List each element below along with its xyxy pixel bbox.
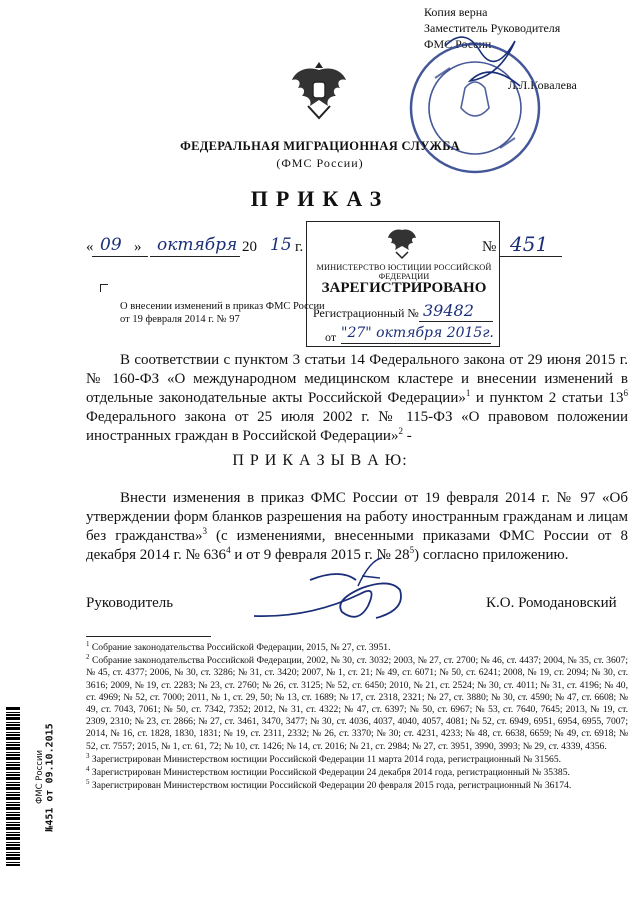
body-paragraph-1 <box>86 351 628 446</box>
reg-number-underline <box>419 321 493 322</box>
date-quote-open: « <box>86 239 94 255</box>
footnote-3-number: 3 <box>86 751 90 760</box>
footnote-2-number: 2 <box>86 653 90 662</box>
date-quote-close: » <box>134 239 142 255</box>
certifier-name: Л.Л.Ковалева <box>508 78 577 92</box>
certifier-signature-icon <box>440 26 530 96</box>
date-year-g: г. <box>295 239 304 255</box>
para2-text-d: ) согласно приложению. <box>414 547 569 563</box>
document-type: ПРИКАЗ <box>250 186 390 211</box>
stamp-ministry: МИНИСТЕРСТВО ЮСТИЦИИ РОССИЙСКОЙ ФЕДЕРАЦИИ <box>316 263 492 281</box>
para1-text-d: - <box>402 428 412 444</box>
signatory-role: Руководитель <box>86 595 174 611</box>
stamp-reg-number: 39482 <box>423 301 474 320</box>
certification-line-1: Копия верна <box>424 5 488 19</box>
stamp-date-label: от <box>325 330 337 344</box>
footnote-5-number: 5 <box>86 778 90 787</box>
order-word: П Р И К А З Ы В А Ю: <box>232 452 408 469</box>
para1-text-b: и пунктом 2 статьи 13 <box>470 390 624 406</box>
stamp-date-underline <box>341 343 491 344</box>
certification-line-2: Заместитель Руководителя <box>424 21 561 35</box>
footnote-4-text: Зарегистрирован Министерством юстиции Российской Федерации 24 декабря 2014 года, регистрационный № 35385. <box>91 767 570 779</box>
signature-icon <box>250 570 420 630</box>
footnote-4 <box>86 764 628 779</box>
stamp-date-value: "27" октября 2015г. <box>341 325 494 341</box>
footnote-2 <box>86 655 628 753</box>
para1-text-a: В соответствии с пунктом 3 статьи 14 Федерального закона от 29 июня 2015 г. № 160-ФЗ «О международном медицинском кластере и внесении изменений в отдельные законодательные акты Российской Федерации» <box>86 352 628 406</box>
side-label <box>24 706 56 866</box>
footnote-ref-1: 1 <box>465 388 471 398</box>
number-label: № <box>482 239 497 255</box>
date-month: октября <box>157 235 238 255</box>
number-underline <box>500 256 562 257</box>
day-underline <box>92 256 148 257</box>
month-underline <box>150 256 240 257</box>
subject-line-2: от 19 февраля 2014 г. № 97 <box>120 314 240 325</box>
para1-text-c: Федерального закона от 25 июля 2002 г. № 115-ФЗ «О правовом положении иностранных граждан в Российской Федерации» <box>86 409 628 444</box>
date-year-prefix: 20 <box>242 239 257 255</box>
date-day: 09 <box>100 235 122 255</box>
agency-short-name: (ФМС России) <box>276 156 364 170</box>
footnote-5-text: Зарегистрирован Министерством юстиции Российской Федерации 20 февраля 2015 года, регистрационный № 36174. <box>91 780 572 792</box>
subject-corner-mark <box>100 284 108 292</box>
footnote-1-text: Собрание законодательства Российской Федерации, 2015, № 27, ст. 3951. <box>91 642 391 653</box>
stamp-reg-label: Регистрационный № <box>313 306 419 320</box>
footnote-3-text: Зарегистрирован Министерством юстиции Российской Федерации 11 марта 2014 года, регистрационный № 31565. <box>91 753 562 765</box>
para2-text-c: и от 9 февраля 2015 г. № 28 <box>230 547 410 563</box>
footnote-ref-4: 4 <box>226 545 231 555</box>
footnote-2-text: Собрание законодательства Российской Федерации, 2002, № 30, ст. 3032; 2003, № 27, ст. 2700; № 46, ст. 4437; 2004, № 35, ст. 3607; № 45, ст. 4377; 2006, № 30, ст. 3286; № 31, ст. 3420; 2007, № 1, ст. 21; № 49, ст. 6071; № 50, ст. 6241; 2008, № 19, ст. 2094; № 30, ст. 3616; 2009, № 19, ст. 2283; № 23, ст. 2760; № 26, ст. 3125; № 52, ст. 6450; 2010, № 21, ст. 2524; № 30, ст. 4011; № 31, ст. 4196; № 40, ст. 4969; № 52, ст. 7000; 2011, № 1, ст. 29, 50; № 13, ст. 1689; № 17, ст. 2318, 2321; № 27, ст. 3880; № 30, ст. 4590; № 47, ст. 6608; № 49, ст. 7043, 7061; № 50, ст. 7342, 7352; 2012, № 31, ст. 4322; № 47, ст. 6397; № 50, ст. 6967; № 53, ст. 7640, 7645; 2013, № 19, ст. 2309, 2310; № 23, ст. 2866; № 27, ст. 3461, 3470, 3477; № 30, ст. 4036, 4037, 4040, 4057, 4081; № 52, ст. 6949, 6951, 6954, 6955, 7007; 2014, № 16, ст. 1828, 1830, 1831; № 19, ст. 2311, 2332; № 26, ст. 3370; № 30; ст. 4231, 4233; № 48, ст. 6638, 6659; № 49, ст. 6918; № 52, ст. 7557; 2015, № 1, ст. 61, 72; № 10, ст. 1426; № 14, ст. 2016; № 21, ст. 2984; № 27, ст. 3951, 3990, 3993; № 29, ст. 4339, 4356. <box>86 655 628 752</box>
para2-text-b: (с изменениями, внесенными приказами ФМС России от 8 декабря 2014 г. № 636 <box>86 528 628 563</box>
subject <box>120 300 325 326</box>
footnote-1 <box>86 639 628 654</box>
side-label-code: №451 от 09.10.2015 <box>44 723 56 832</box>
footnote-5 <box>86 780 628 792</box>
signatory-name: К.О. Ромодановский <box>486 595 617 611</box>
coat-of-arms-icon <box>288 56 350 124</box>
footnote-3 <box>86 751 628 766</box>
stamp-status: ЗАРЕГИСТРИРОВАНО <box>321 280 487 296</box>
side-label-agency: ФМС России <box>35 750 45 805</box>
order-number: 451 <box>510 232 549 256</box>
certification-line-3: ФМС России <box>424 37 492 51</box>
footnote-ref-3: 3 <box>202 526 207 536</box>
footnote-ref-5: 5 <box>409 545 415 555</box>
footnote-1-number: 1 <box>86 639 90 648</box>
footnote-ref-6: 6 <box>623 388 629 398</box>
body-paragraph-2 <box>86 489 628 565</box>
footnote-ref-2: 2 <box>398 426 403 436</box>
subject-line-1: О внесении изменений в приказ ФМС России <box>120 301 325 312</box>
agency-name: ФЕДЕРАЛЬНАЯ МИГРАЦИОННАЯ СЛУЖБА <box>180 139 460 153</box>
footnote-4-number: 4 <box>86 764 90 773</box>
footnotes <box>86 639 628 792</box>
barcode-icon <box>6 706 20 866</box>
stamp-emblem-icon <box>385 226 419 260</box>
date-signature-mark-icon <box>356 556 386 590</box>
footnote-separator <box>86 636 211 637</box>
registration-stamp <box>306 221 500 347</box>
date-year-suffix: 15 <box>270 235 292 255</box>
para2-text-a: Внести изменения в приказ ФМС России от 19 февраля 2014 г. № 97 «Об утверждении форм бланков разрешения на работу иностранным гражданам и лицам без гражданства» <box>86 490 628 544</box>
